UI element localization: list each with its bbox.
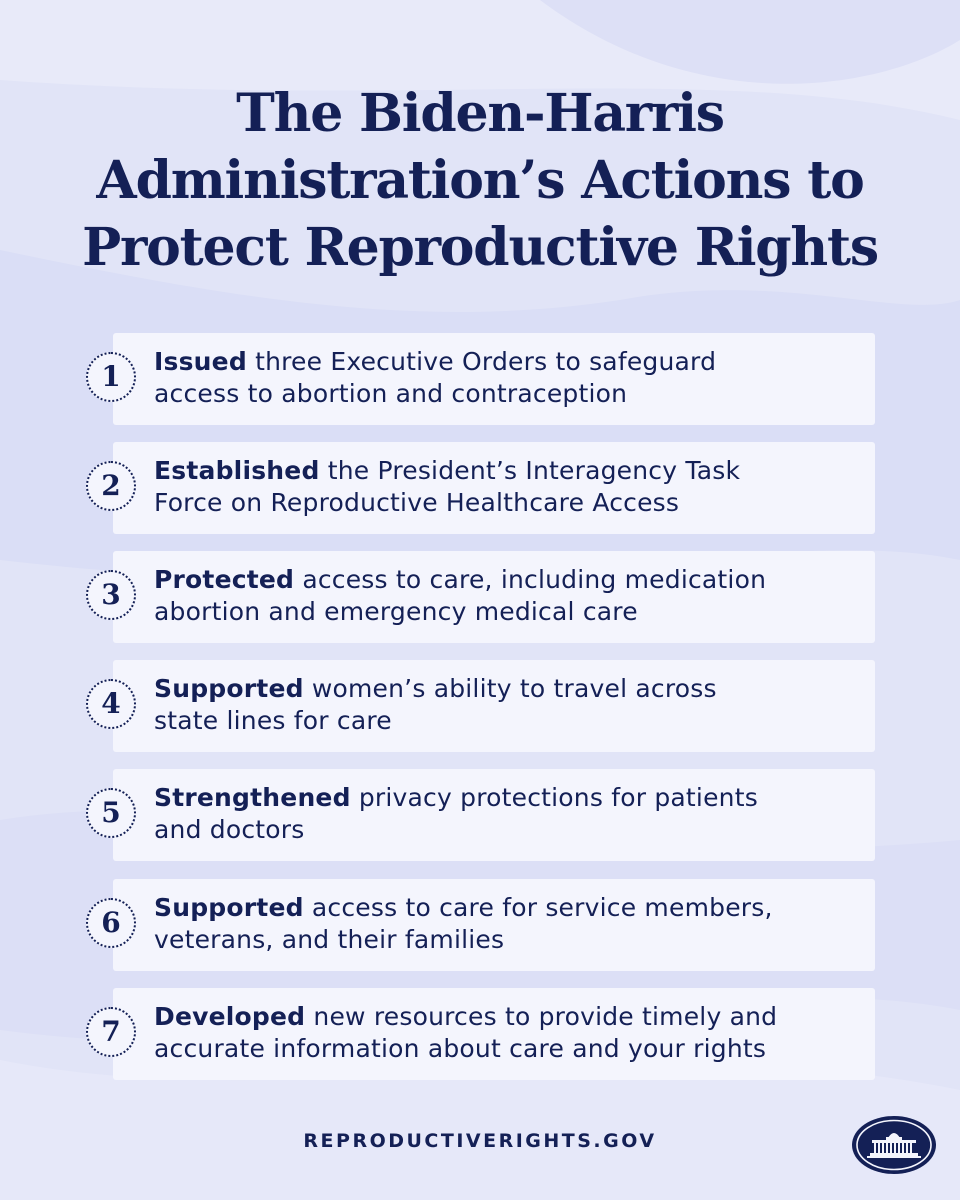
action-text — [154, 782, 859, 846]
action-item — [86, 660, 876, 752]
action-text — [154, 673, 859, 737]
action-text — [154, 346, 859, 410]
number-badge: 6 — [86, 898, 136, 948]
number-badge: 2 — [86, 461, 136, 511]
number-badge: 4 — [86, 679, 136, 729]
number-badge: 3 — [86, 570, 136, 620]
action-verb: Strengthened — [154, 783, 351, 812]
title-line-2: Administration’s Actions to — [96, 150, 864, 211]
action-desc-line-1: access to care for service members, — [311, 893, 773, 922]
action-verb: Issued — [154, 347, 247, 376]
action-desc-line-2: abortion and emergency medical care — [154, 597, 638, 626]
action-item — [86, 769, 876, 861]
number-badge: 5 — [86, 788, 136, 838]
action-text — [154, 455, 859, 519]
action-text — [154, 564, 859, 628]
action-desc-line-2: accurate information about care and your rights — [154, 1034, 767, 1063]
footer-url[interactable]: REPRODUCTIVERIGHTS.GOV — [303, 1130, 657, 1152]
number-badge: 1 — [86, 352, 136, 402]
action-verb: Supported — [154, 674, 304, 703]
action-item — [86, 988, 876, 1080]
action-item — [86, 551, 876, 643]
action-desc-line-1: new resources to provide timely and — [313, 1002, 778, 1031]
action-desc-line-1: privacy protections for patients — [358, 783, 758, 812]
action-desc-line-1: women’s ability to travel across — [311, 674, 717, 703]
title-line-3: Protect Reproductive Rights — [82, 217, 878, 278]
action-verb: Developed — [154, 1002, 306, 1031]
action-verb: Established — [154, 456, 320, 485]
action-desc-line-2: state lines for care — [154, 706, 392, 735]
title-line-1: The Biden-Harris — [236, 83, 724, 144]
action-item — [86, 879, 876, 971]
action-item — [86, 442, 876, 534]
action-desc-line-2: veterans, and their families — [154, 925, 505, 954]
action-verb: Protected — [154, 565, 295, 594]
white-house-seal-icon — [850, 1114, 938, 1176]
action-item — [86, 333, 876, 425]
action-desc-line-1: the President’s Interagency Task — [327, 456, 741, 485]
action-desc-line-2: access to abortion and contraception — [154, 379, 628, 408]
action-desc-line-1: three Executive Orders to safeguard — [255, 347, 717, 376]
action-text — [154, 892, 859, 956]
number-badge: 7 — [86, 1007, 136, 1057]
action-verb: Supported — [154, 893, 304, 922]
action-desc-line-1: access to care, including medication — [302, 565, 767, 594]
action-desc-line-2: Force on Reproductive Healthcare Access — [154, 488, 680, 517]
action-desc-line-2: and doctors — [154, 815, 305, 844]
action-text — [154, 1001, 859, 1065]
